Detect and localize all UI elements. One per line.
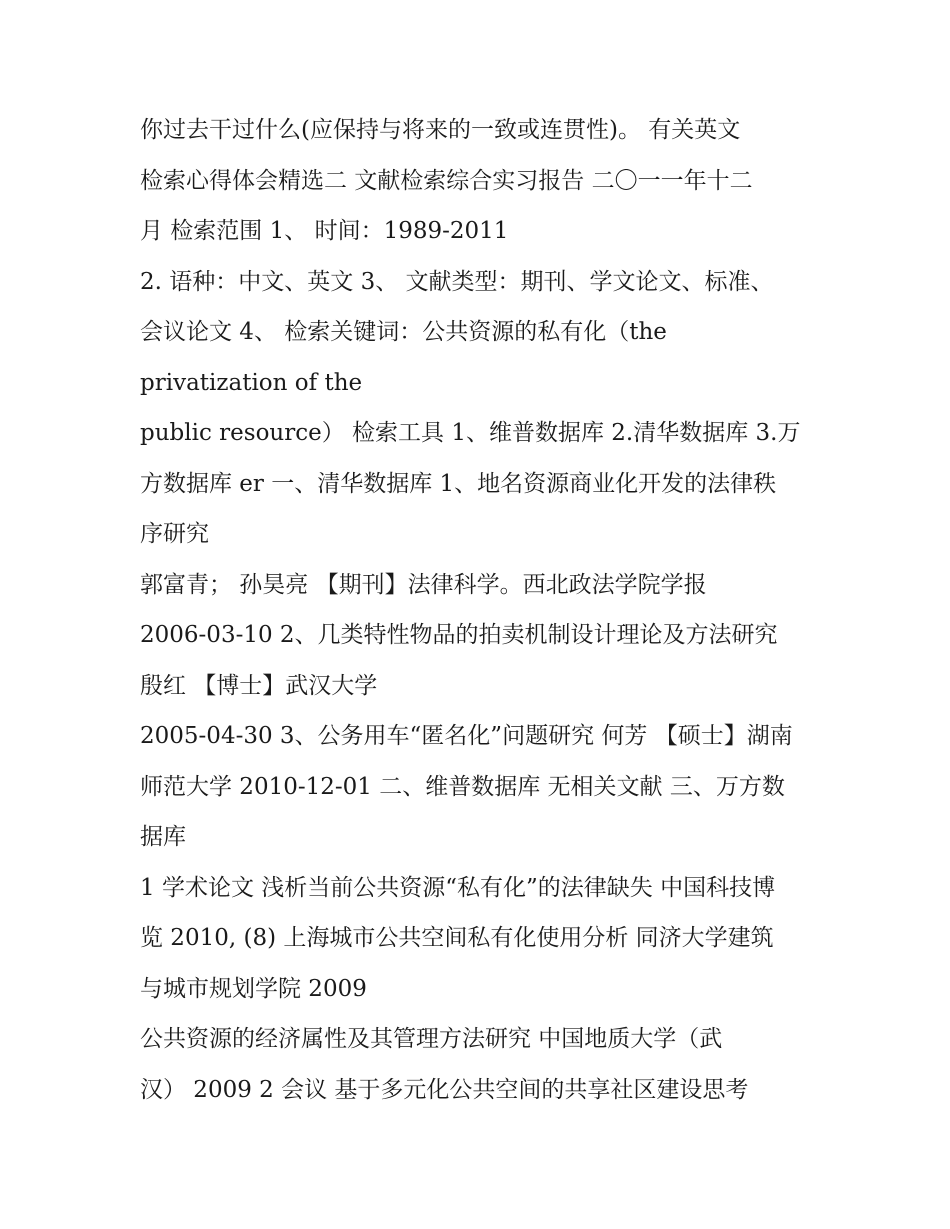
text-line-2: 检索心得体会精选二 文献检索综合实习报告 二〇一一年十二	[140, 167, 753, 194]
text-line-10: 郭富青； 孙昊亮 【期刊】法律科学。西北政法学院学报	[140, 571, 707, 598]
text-line-13: 2005-04-30 3、公务用车“匿名化”问题研究 何芳 【硕士】湖南	[140, 723, 793, 749]
text-line-1: 你过去干过什么(应保持与将来的一致或连贯性)。 有关英文	[140, 117, 741, 143]
text-line-6: privatization of the	[140, 369, 363, 396]
text-line-4: 2. 语种：中文、英文 3、 文献类型：期刊、学文论文、标准、	[140, 268, 774, 295]
text-line-9: 序研究	[140, 521, 209, 547]
text-line-5: 会议论文 4、 检索关键词：公共资源的私有化（the	[140, 319, 667, 345]
text-line-15: 据库	[140, 824, 186, 850]
text-line-3: 月 检索范围 1、 时间：1989-2011	[140, 218, 509, 244]
text-line-18: 与城市规划学院 2009	[140, 975, 367, 1002]
text-line-7: public resource） 检索工具 1、维普数据库 2.清华数据库 3.万	[140, 420, 801, 446]
text-line-20: 汉） 2009 2 会议 基于多元化公共空间的共享社区建设思考	[140, 1076, 749, 1103]
document-body	[140, 108, 820, 1118]
text-line-14: 师范大学 2010-12-01 二、维普数据库 无相关文献 三、万方数	[140, 773, 785, 800]
text-line-19: 公共资源的经济属性及其管理方法研究 中国地质大学（武	[140, 1026, 723, 1052]
text-line-8: 方数据库 er 一、清华数据库 1、地名资源商业化开发的法律秩	[140, 470, 777, 497]
text-line-17: 览 2010, (8) 上海城市公共空间私有化使用分析 同济大学建筑	[140, 925, 774, 951]
text-line-11: 2006-03-10 2、几类特性物品的拍卖机制设计理论及方法研究	[140, 622, 778, 648]
text-line-12: 殷红 【博士】武汉大学	[140, 672, 378, 699]
text-line-16: 1 学术论文 浅析当前公共资源“私有化”的法律缺失 中国科技博	[140, 874, 776, 901]
